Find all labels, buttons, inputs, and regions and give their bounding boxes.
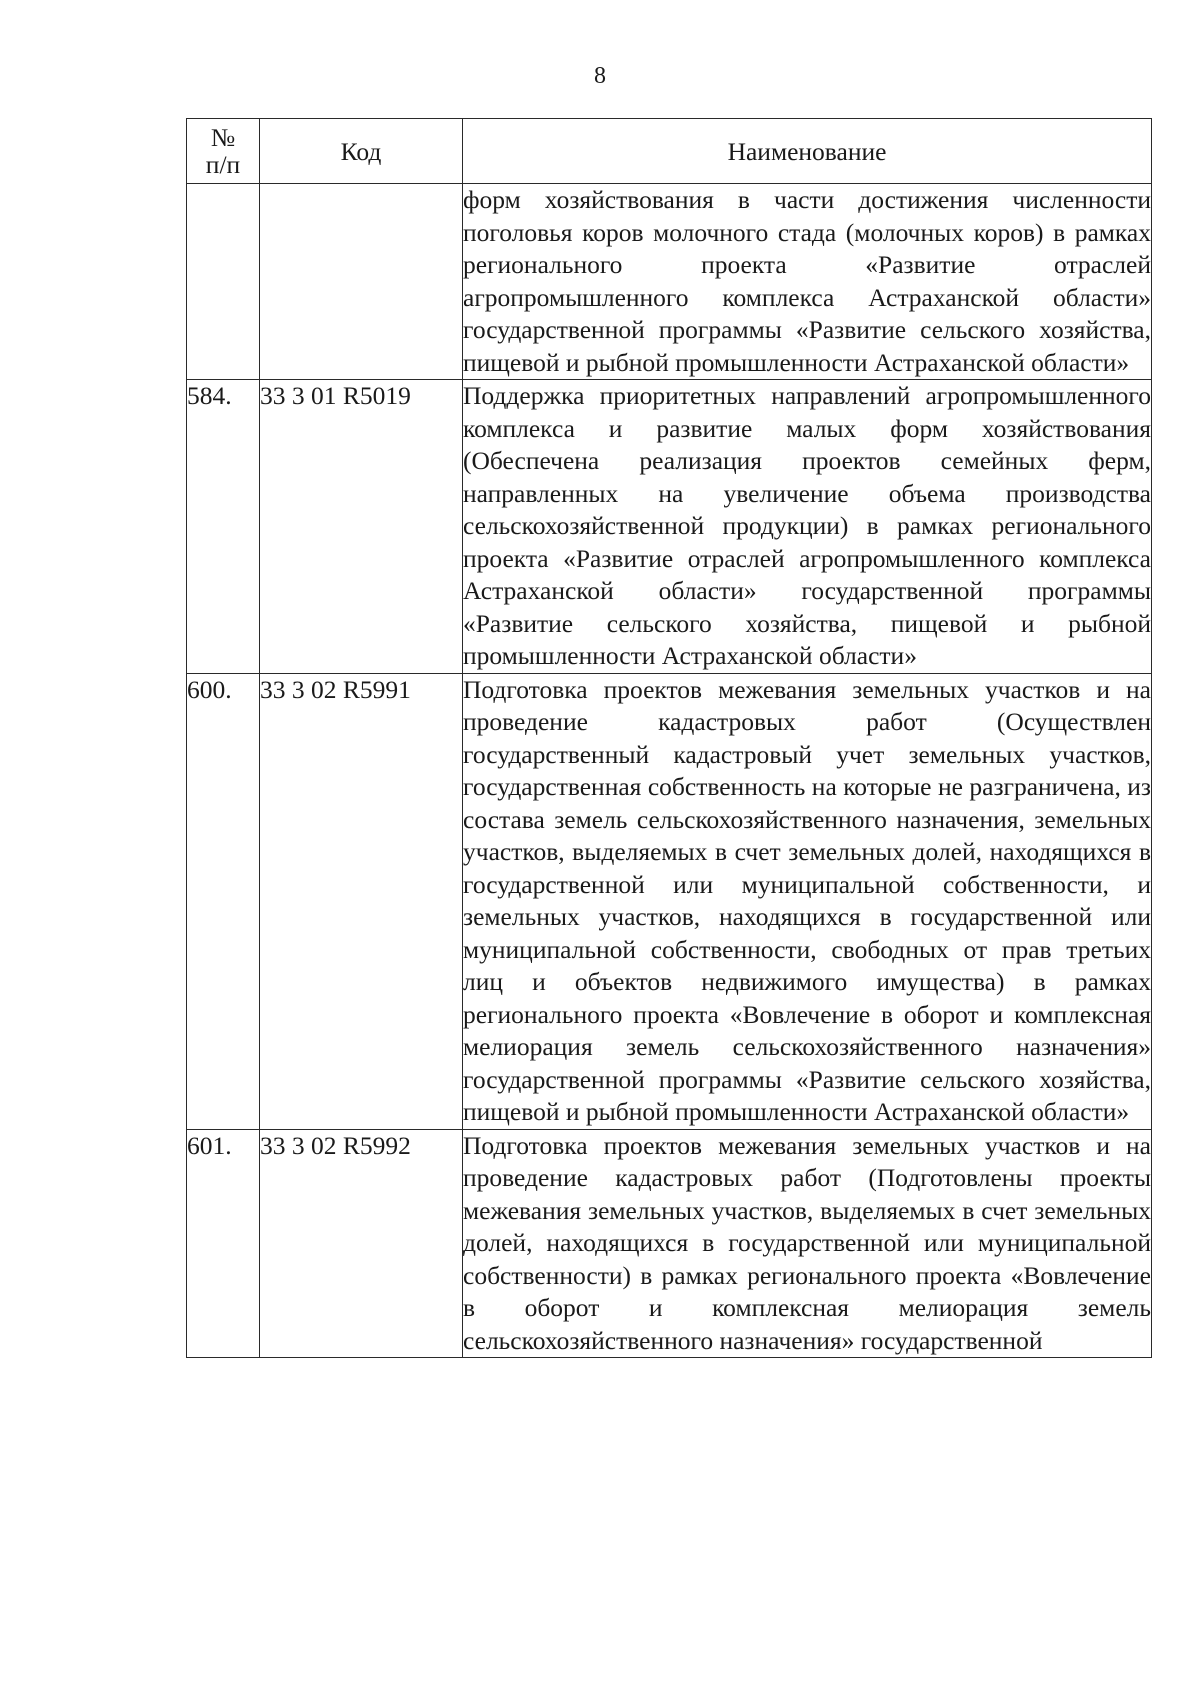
row-code: 33 3 02 R5992: [260, 1129, 463, 1358]
table-row: [187, 380, 1152, 674]
row-code: 33 3 01 R5019: [260, 380, 463, 674]
budget-code-table: [186, 118, 1152, 1358]
row-number: 600.: [187, 673, 260, 1129]
page-number: 8: [594, 63, 606, 89]
table-header-row: [187, 119, 1152, 184]
row-number: [187, 184, 260, 380]
row-number: 601.: [187, 1129, 260, 1358]
row-name: форм хозяйствования в части достижения численности поголовья коров молочного стада (молочных коров) в рамках регионального проекта «Развитие отраслей агропромышленного комплекса Астраханской области» государственной программы «Развитие сельского хозяйства, пищевой и рыбной промышленности Астраханской области»: [463, 184, 1152, 380]
row-code: [260, 184, 463, 380]
row-code: 33 3 02 R5991: [260, 673, 463, 1129]
row-name: Поддержка приоритетных направлений агропромышленного комплекса и развитие малых форм хозяйствования (Обеспечена реализация проектов семейных ферм, направленных на увеличение объема производства сельскохозяйственной продукции) в рамках регионального проекта «Развитие отраслей агропромышленного комплекса Астраханской области» государственной программы «Развитие сельского хозяйства, пищевой и рыбной промышленности Астраханской области»: [463, 380, 1152, 674]
header-number: [187, 119, 260, 184]
table-row: [187, 673, 1152, 1129]
row-name: Подготовка проектов межевания земельных участков и на проведение кадастровых работ (Подготовлены проекты межевания земельных участков, выделяемых в счет земельных долей, находящихся в государственной или муниципальной собственности) в рамках регионального проекта «Вовлечение в оборот и комплексная мелиорация земель сельскохозяйственного назначения» государственной: [463, 1129, 1152, 1358]
table-row: [187, 184, 1152, 380]
header-number-abbrev: п/п: [205, 150, 241, 179]
table-row: [187, 1129, 1152, 1358]
header-name: Наименование: [463, 119, 1152, 184]
row-name: Подготовка проектов межевания земельных участков и на проведение кадастровых работ (Осуществлен государственный кадастровый учет земельных участков, государственная собственность на которые не разграничена, из состава земель сельскохозяйственного назначения, земельных участков, выделяемых в счет земельных долей, находящихся в государственной или муниципальной собственности, и земельных участков, находящихся в государственной или муниципальной собственности, свободных от прав третьих лиц и объектов недвижимого имущества) в рамках регионального проекта «Вовлечение в оборот и комплексная мелиорация земель сельскохозяйственного назначения» государственной программы «Развитие сельского хозяйства, пищевой и рыбной промышленности Астраханской области»: [463, 673, 1152, 1129]
header-number-symbol: №: [210, 123, 236, 152]
row-number: 584.: [187, 380, 260, 674]
header-code: Код: [260, 119, 463, 184]
